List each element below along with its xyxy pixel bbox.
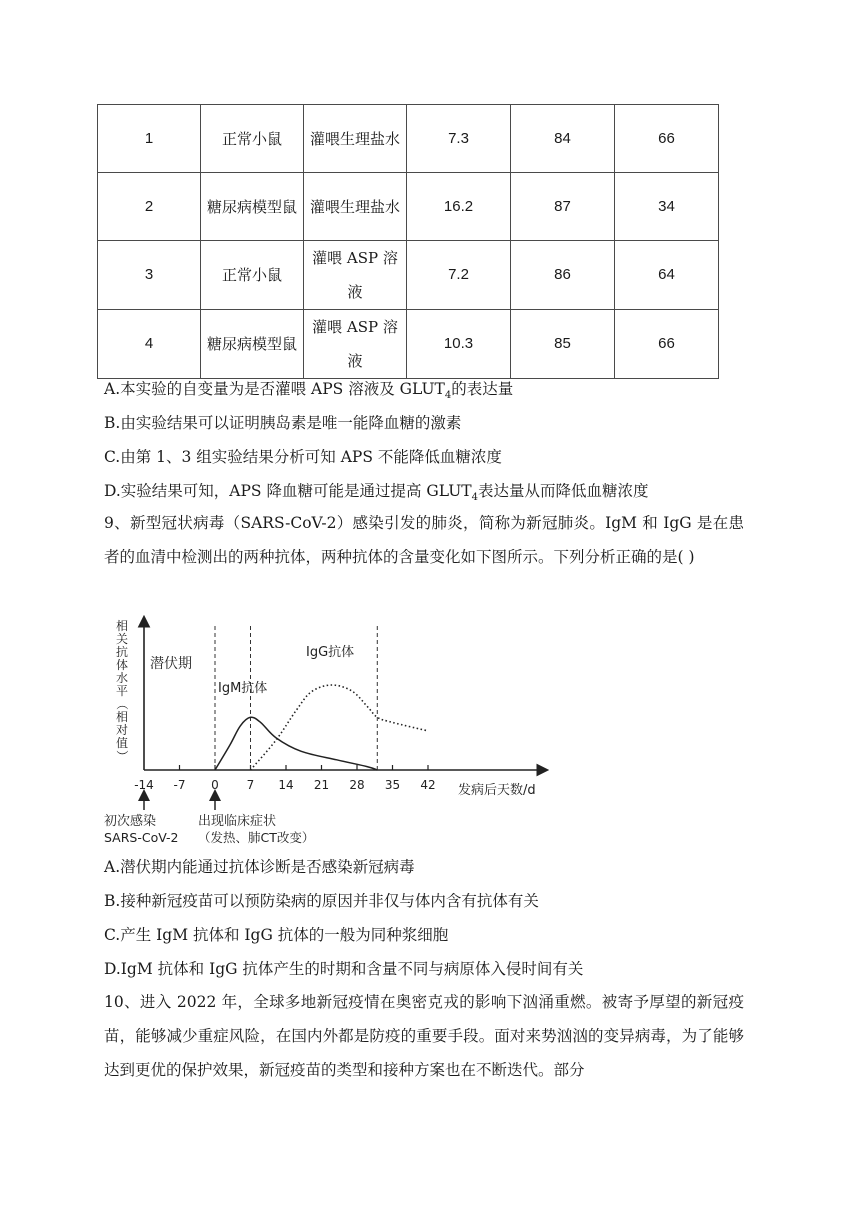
x-tick-label: 0: [211, 778, 219, 792]
igm-series-line: [215, 717, 377, 770]
treatment-cell: 灌喂生理盐水: [304, 173, 407, 241]
x-tick-label: 42: [420, 778, 436, 792]
mouse-type-cell: 糖尿病模型鼠: [201, 310, 304, 379]
x-tick-label: 35: [384, 778, 401, 792]
q8-option-a-tail: 的表达量: [451, 380, 514, 398]
igg-label: IgG抗体: [306, 645, 355, 660]
x-tick-label: 7: [246, 778, 255, 792]
q9-option-c: C.产生 IgM 抗体和 IgG 抗体的一般为同种浆细胞: [104, 926, 449, 944]
row-number-cell: 2: [98, 173, 201, 241]
row-number-cell: 1: [98, 105, 201, 173]
table-row: [98, 310, 719, 379]
q8-option-d-text: D.实验结果可知，APS 降血糖可能是通过提高 GLUT: [104, 482, 472, 500]
results-table: [97, 104, 719, 379]
q8-option-d-sub: 4: [471, 492, 479, 504]
q8-option-d: [104, 479, 649, 503]
value-cell: 16.2: [407, 173, 511, 241]
q9-option-a: A.潜伏期内能通过抗体诊断是否感染新冠病毒: [104, 858, 415, 876]
q8-option-a-sub: 4: [444, 390, 452, 402]
q8-option-c: C.由第 1、3 组实验结果分析可知 APS 不能降低血糖浓度: [104, 448, 502, 466]
virus-name-label: SARS-CoV-2: [104, 830, 179, 845]
value-cell: 7.2: [407, 241, 511, 310]
x-tick-label: 14: [278, 778, 294, 792]
y-axis-label-char: 对: [115, 723, 129, 737]
treatment-cell: 灌喂 ASP 溶液: [304, 241, 407, 310]
q8-option-d-tail: 表达量从而降低血糖浓度: [478, 482, 649, 500]
value-cell: 84: [511, 105, 615, 173]
y-axis-label-char: 平: [115, 684, 129, 698]
x-tick-label: 28: [349, 778, 365, 792]
y-axis-label-char: （: [115, 697, 129, 711]
value-cell: 66: [615, 105, 719, 173]
igg-series-line: [251, 685, 429, 770]
q9-stem: 9、新型冠状病毒（SARS-CoV-2）感染引发的肺炎，简称为新冠肺炎。IgM 和 IgG 是在患者的血清中检测出的两种抗体，两种抗体的含量变化如下图所示。下列分析正确的是( ): [104, 514, 744, 566]
value-cell: 86: [511, 241, 615, 310]
treatment-cell: 灌喂生理盐水: [304, 105, 407, 173]
antibody-chart: [100, 610, 560, 850]
y-axis-label-char: 值: [115, 736, 129, 750]
x-tick-label: -14: [134, 778, 154, 792]
y-axis-label-char: 体: [115, 658, 129, 672]
q8-option-a: [104, 377, 513, 401]
igm-label: IgM抗体: [218, 681, 268, 696]
table-row: [98, 241, 719, 310]
row-number-cell: 3: [98, 241, 201, 310]
symptom-detail-label: （发热、肺CT改变）: [198, 830, 315, 845]
q9-option-b: B.接种新冠疫苗可以预防染病的原因并非仅与体内含有抗体有关: [104, 892, 539, 910]
latent-period-label: 潜伏期: [150, 656, 192, 672]
x-tick-label: -7: [173, 778, 186, 792]
value-cell: 87: [511, 173, 615, 241]
y-axis-label-char: 抗: [115, 645, 129, 659]
first-infection-label: 初次感染: [104, 814, 157, 829]
x-tick-label: 21: [313, 778, 330, 792]
mouse-type-cell: 正常小鼠: [201, 105, 304, 173]
table-row: [98, 173, 719, 241]
y-axis-label-char: 相: [115, 619, 129, 633]
q9-option-d: D.IgM 抗体和 IgG 抗体产生的时期和含量不同与病原体入侵时间有关: [104, 960, 584, 978]
y-axis-label-char: 关: [115, 632, 129, 646]
y-axis-label-char: 相: [115, 710, 129, 724]
y-axis-label-char: 水: [115, 671, 129, 685]
value-cell: 10.3: [407, 310, 511, 379]
value-cell: 85: [511, 310, 615, 379]
value-cell: 7.3: [407, 105, 511, 173]
q8-option-a-text: A.本实验的自变量为是否灌喂 APS 溶液及 GLUT: [104, 380, 445, 398]
row-number-cell: 4: [98, 310, 201, 379]
table-row: [98, 105, 719, 173]
y-axis-label: [115, 618, 129, 762]
value-cell: 66: [615, 310, 719, 379]
symptom-label: 出现临床症状: [198, 814, 277, 829]
x-axis-label: 发病后天数/d: [458, 783, 536, 798]
treatment-cell: 灌喂 ASP 溶液: [304, 310, 407, 379]
value-cell: 34: [615, 173, 719, 241]
value-cell: 64: [615, 241, 719, 310]
q10-stem: 10、进入 2022 年，全球多地新冠疫情在奥密克戎的影响下汹涌重燃。被寄予厚望的新冠疫苗，能够减少重症风险，在国内外都是防疫的重要手段。面对来势汹汹的变异病毒，为了能够达到更优的保护效果，新冠疫苗的类型和接种方案也在不断迭代。部分: [104, 993, 744, 1079]
q8-option-b: B.由实验结果可以证明胰岛素是唯一能降血糖的激素: [104, 414, 462, 432]
y-axis-label-char: ）: [115, 749, 129, 763]
mouse-type-cell: 正常小鼠: [201, 241, 304, 310]
mouse-type-cell: 糖尿病模型鼠: [201, 173, 304, 241]
